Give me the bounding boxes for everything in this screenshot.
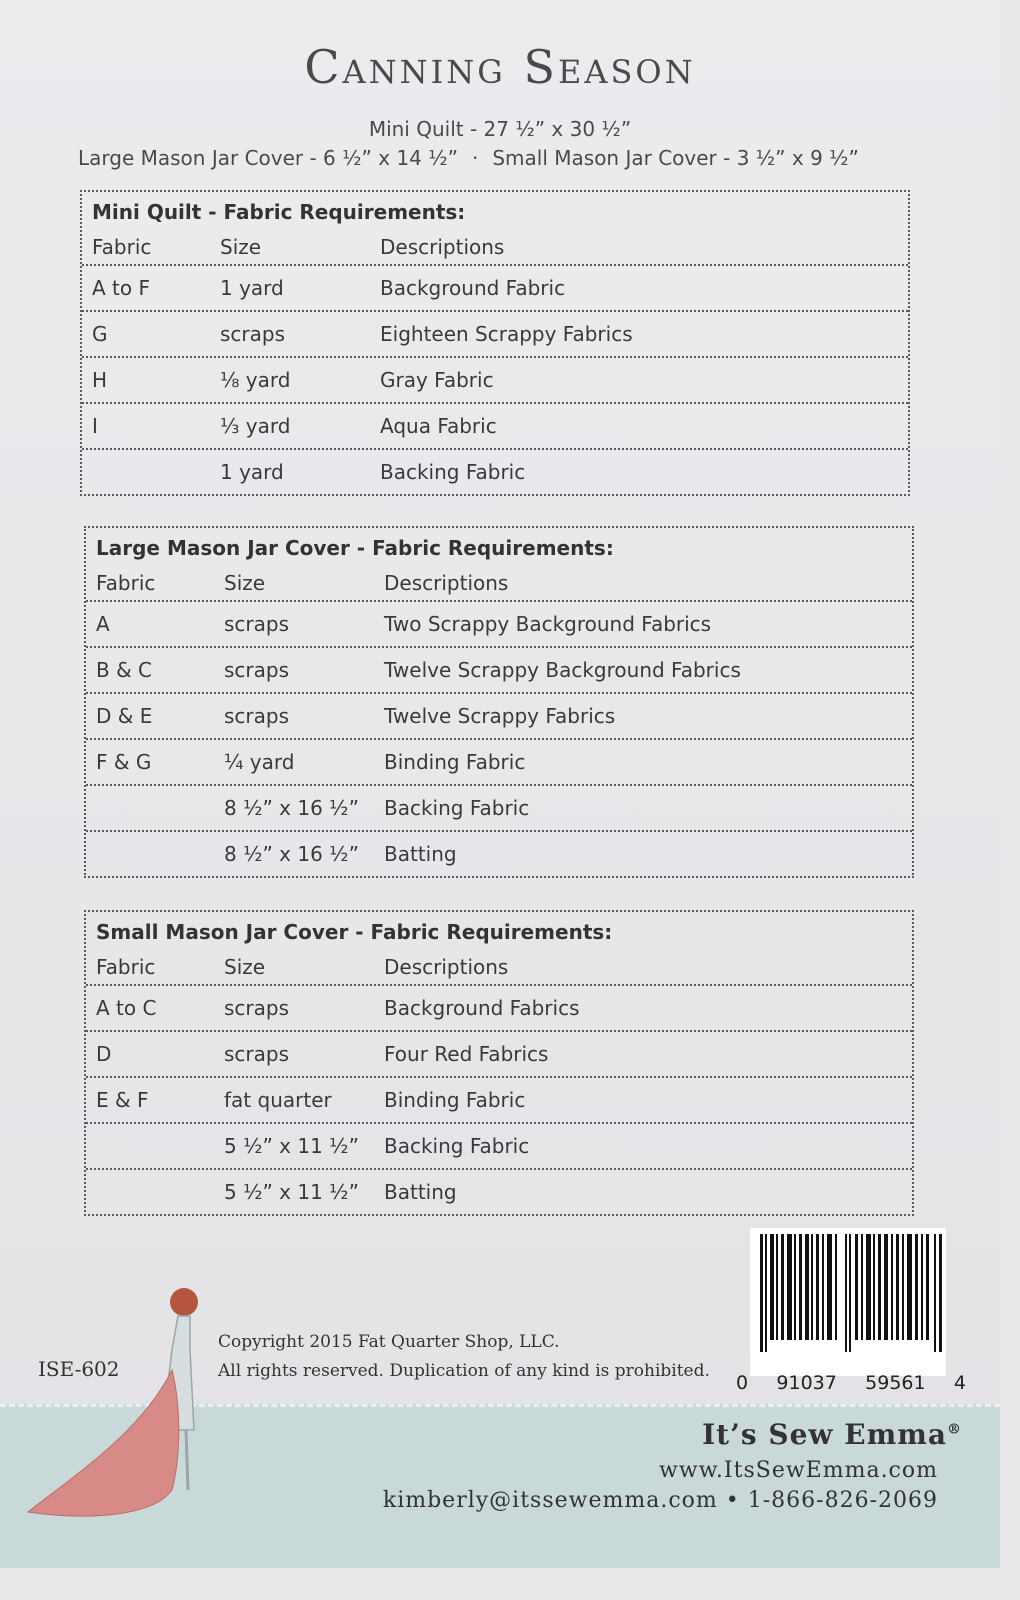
description-cell: Aqua Fabric bbox=[380, 414, 497, 438]
description-cell: Two Scrappy Background Fabrics bbox=[384, 612, 712, 636]
size-separator: · bbox=[472, 146, 479, 170]
column-header-row bbox=[86, 950, 912, 984]
mini-quilt-requirements-table bbox=[80, 190, 910, 496]
fabric-cell: A to C bbox=[96, 996, 157, 1020]
table-title: Mini Quilt - Fabric Requirements: bbox=[92, 200, 466, 224]
barcode-icon bbox=[758, 1234, 944, 1352]
table-row bbox=[86, 984, 912, 1030]
column-header-fabric: Fabric bbox=[96, 571, 156, 595]
description-cell: Four Red Fabrics bbox=[384, 1042, 549, 1066]
column-header-row bbox=[82, 230, 908, 264]
column-header-size: Size bbox=[220, 235, 262, 259]
size-cell: scraps bbox=[220, 322, 286, 346]
fabric-cell: F & G bbox=[96, 750, 152, 774]
barcode-digit: 4 bbox=[953, 1372, 966, 1394]
fabric-cell: A to F bbox=[92, 276, 150, 300]
description-cell: Twelve Scrappy Background Fabrics bbox=[384, 658, 741, 682]
table-row bbox=[82, 448, 908, 494]
fabric-cell: D bbox=[96, 1042, 112, 1066]
description-cell: Batting bbox=[384, 1180, 457, 1204]
barcode-digit: 59561 bbox=[865, 1372, 926, 1394]
table-row bbox=[86, 830, 912, 876]
fabric-cell: G bbox=[92, 322, 108, 346]
registered-mark: ® bbox=[947, 1421, 962, 1438]
table-title: Large Mason Jar Cover - Fabric Requirements: bbox=[96, 536, 614, 560]
large-jar-size: Large Mason Jar Cover - 6 ½” x 14 ½” bbox=[78, 146, 458, 170]
small-jar-size: Small Mason Jar Cover - 3 ½” x 9 ½” bbox=[492, 146, 859, 170]
size-cell: 5 ½” x 11 ½” bbox=[224, 1134, 359, 1158]
table-row bbox=[82, 356, 908, 402]
large-jar-requirements-table bbox=[84, 526, 914, 878]
table-row bbox=[86, 1076, 912, 1122]
description-cell: Backing Fabric bbox=[384, 1134, 530, 1158]
table-row bbox=[86, 646, 912, 692]
column-header-fabric: Fabric bbox=[96, 955, 156, 979]
description-cell: Background Fabrics bbox=[384, 996, 580, 1020]
girl-illustration bbox=[22, 1280, 212, 1530]
size-cell: scraps bbox=[224, 704, 290, 728]
barcode-digit: 0 bbox=[736, 1372, 749, 1394]
size-cell: scraps bbox=[224, 612, 290, 636]
description-cell: Backing Fabric bbox=[380, 460, 526, 484]
column-header-row bbox=[86, 566, 912, 600]
column-header-size: Size bbox=[224, 571, 266, 595]
size-cell: 1 yard bbox=[220, 276, 284, 300]
table-row bbox=[86, 1168, 912, 1214]
brand-text: It’s Sew Emma bbox=[702, 1418, 947, 1451]
size-cell: scraps bbox=[224, 658, 290, 682]
table-header bbox=[82, 192, 908, 230]
copyright-notice bbox=[218, 1328, 710, 1386]
column-header-descriptions: Descriptions bbox=[384, 571, 509, 595]
mini-quilt-size: Mini Quilt - 27 ½” x 30 ½” bbox=[368, 117, 632, 141]
description-cell: Binding Fabric bbox=[384, 1088, 526, 1112]
table-row bbox=[82, 402, 908, 448]
table-row bbox=[82, 264, 908, 310]
contact-info[interactable]: kimberly@itssewemma.com • 1-866-826-2069 bbox=[382, 1488, 938, 1513]
size-cell: fat quarter bbox=[224, 1088, 332, 1112]
size-cell: scraps bbox=[224, 1042, 290, 1066]
size-cell: 1 yard bbox=[220, 460, 284, 484]
fabric-cell: I bbox=[92, 414, 98, 438]
small-jar-requirements-table bbox=[84, 910, 914, 1216]
description-cell: Background Fabric bbox=[380, 276, 566, 300]
table-header bbox=[86, 912, 912, 950]
table-row bbox=[86, 600, 912, 646]
barcode bbox=[750, 1228, 946, 1376]
description-cell: Backing Fabric bbox=[384, 796, 530, 820]
page-title: Canning Season bbox=[304, 40, 696, 94]
table-row bbox=[86, 738, 912, 784]
column-header-fabric: Fabric bbox=[92, 235, 152, 259]
fabric-cell: B & C bbox=[96, 658, 152, 682]
column-header-descriptions: Descriptions bbox=[384, 955, 509, 979]
size-cell: 8 ½” x 16 ½” bbox=[224, 842, 359, 866]
column-header-size: Size bbox=[224, 955, 266, 979]
table-title: Small Mason Jar Cover - Fabric Requirements: bbox=[96, 920, 613, 944]
size-cell: ⅓ yard bbox=[220, 414, 291, 438]
size-cell: scraps bbox=[224, 996, 290, 1020]
brand-name bbox=[702, 1418, 962, 1451]
fabric-cell: D & E bbox=[96, 704, 153, 728]
barcode-digit: 91037 bbox=[776, 1372, 837, 1394]
description-cell: Eighteen Scrappy Fabrics bbox=[380, 322, 633, 346]
jar-cover-sizes bbox=[78, 146, 918, 170]
column-header-descriptions: Descriptions bbox=[380, 235, 505, 259]
size-cell: ¼ yard bbox=[224, 750, 295, 774]
table-row bbox=[82, 310, 908, 356]
copyright-line: Copyright 2015 Fat Quarter Shop, LLC. bbox=[218, 1332, 560, 1352]
fabric-cell: A bbox=[96, 612, 110, 636]
size-cell: 8 ½” x 16 ½” bbox=[224, 796, 359, 820]
website-link[interactable]: www.ItsSewEmma.com bbox=[659, 1458, 938, 1483]
description-cell: Batting bbox=[384, 842, 457, 866]
table-row bbox=[86, 1030, 912, 1076]
description-cell: Gray Fabric bbox=[380, 368, 494, 392]
fabric-cell: E & F bbox=[96, 1088, 149, 1112]
size-cell: ⅛ yard bbox=[220, 368, 291, 392]
description-cell: Twelve Scrappy Fabrics bbox=[384, 704, 616, 728]
table-header bbox=[86, 528, 912, 566]
table-row bbox=[86, 692, 912, 738]
pattern-code: ISE-602 bbox=[38, 1357, 120, 1381]
size-cell: 5 ½” x 11 ½” bbox=[224, 1180, 359, 1204]
rights-line: All rights reserved. Duplication of any kind is prohibited. bbox=[218, 1361, 710, 1381]
table-row bbox=[86, 1122, 912, 1168]
fabric-cell: H bbox=[92, 368, 108, 392]
description-cell: Binding Fabric bbox=[384, 750, 526, 774]
barcode-number bbox=[736, 1372, 966, 1394]
table-row bbox=[86, 784, 912, 830]
